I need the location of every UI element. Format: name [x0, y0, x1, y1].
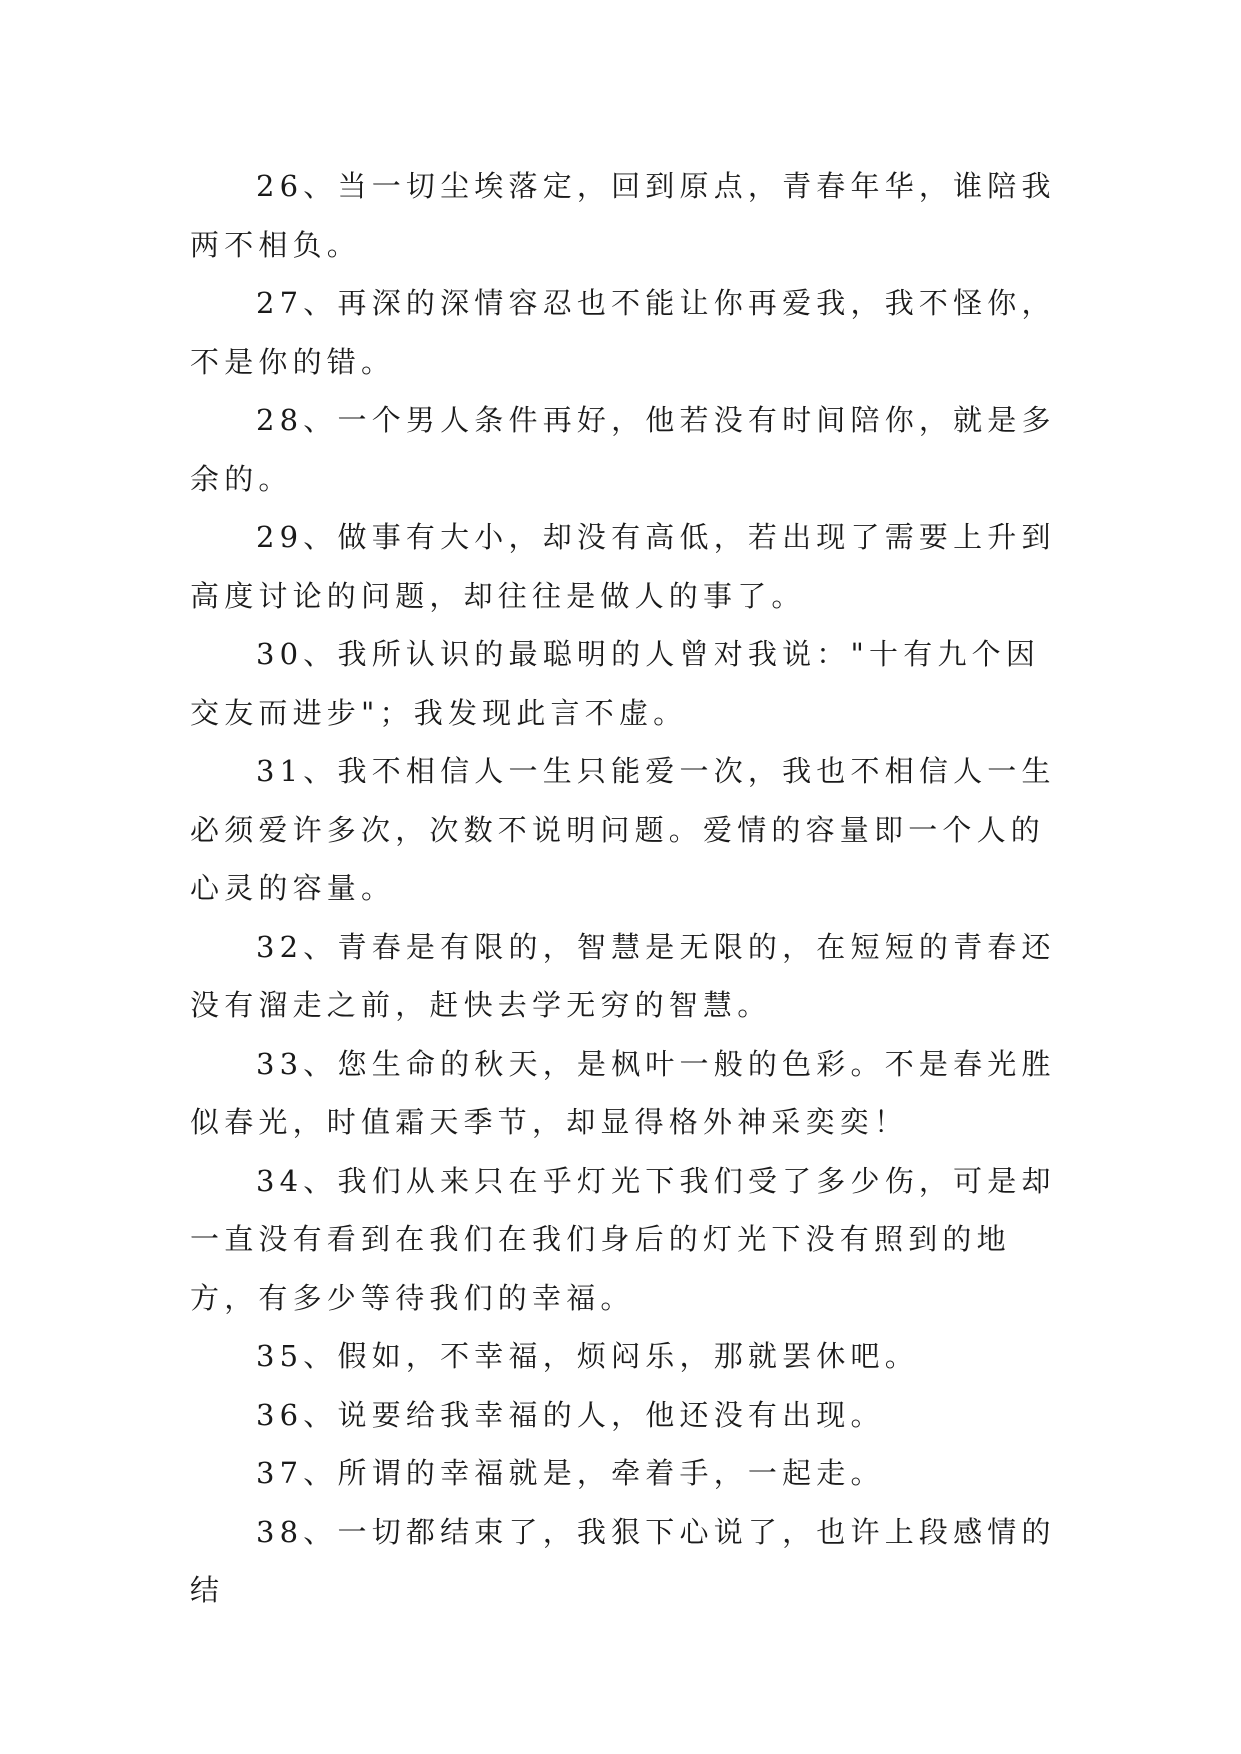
- paragraph-33: 33、您生命的秋天，是枫叶一般的色彩。不是春光胜似春光，时值霜天季节，却显得格外神采奕奕！: [190, 1046, 1056, 1139]
- paragraph-28: 28、一个男人条件再好，他若没有时间陪你，就是多余的。: [190, 403, 1056, 496]
- paragraph-36: 36、说要给我幸福的人，他还没有出现。: [256, 1397, 885, 1432]
- paragraph-37: 37、所谓的幸福就是，牵着手，一起走。: [256, 1456, 885, 1490]
- paragraph-32: 32、青春是有限的，智慧是无限的，在短短的青春还没有溜走之前，赶快去学无穷的智慧。: [190, 929, 1056, 1022]
- paragraph-34: 34、我们从来只在乎灯光下我们受了多少伤，可是却一直没有看到在我们在我们身后的灯光下没有照到的地方，有多少等待我们的幸福。: [190, 1163, 1056, 1315]
- paragraph-27: 27、再深的深情容忍也不能让你再爱我，我不怪你，不是你的错。: [190, 286, 1056, 379]
- document-body: [190, 157, 1056, 1620]
- paragraph-31: 31、我不相信人一生只能爱一次，我也不相信人一生必须爱许多次，次数不说明问题。爱情的容量即一个人的心灵的容量。: [190, 754, 1056, 905]
- paragraph-35: 35、假如，不幸福，烦闷乐，那就罢休吧。: [256, 1339, 919, 1373]
- paragraph-29: 29、做事有大小，却没有高低，若出现了需要上升到高度讨论的问题，却往往是做人的事了。: [190, 520, 1056, 613]
- paragraph-26: 26、当一切尘埃落定，回到原点，青春年华，谁陪我两不相负。: [190, 169, 1056, 262]
- paragraph-38: 38、一切都结束了，我狠下心说了，也许上段感情的结: [190, 1514, 1056, 1607]
- paragraph-30: 30、我所认识的最聪明的人曾对我说："十有九个因交友而进步"；我发现此言不虚。: [190, 637, 1041, 730]
